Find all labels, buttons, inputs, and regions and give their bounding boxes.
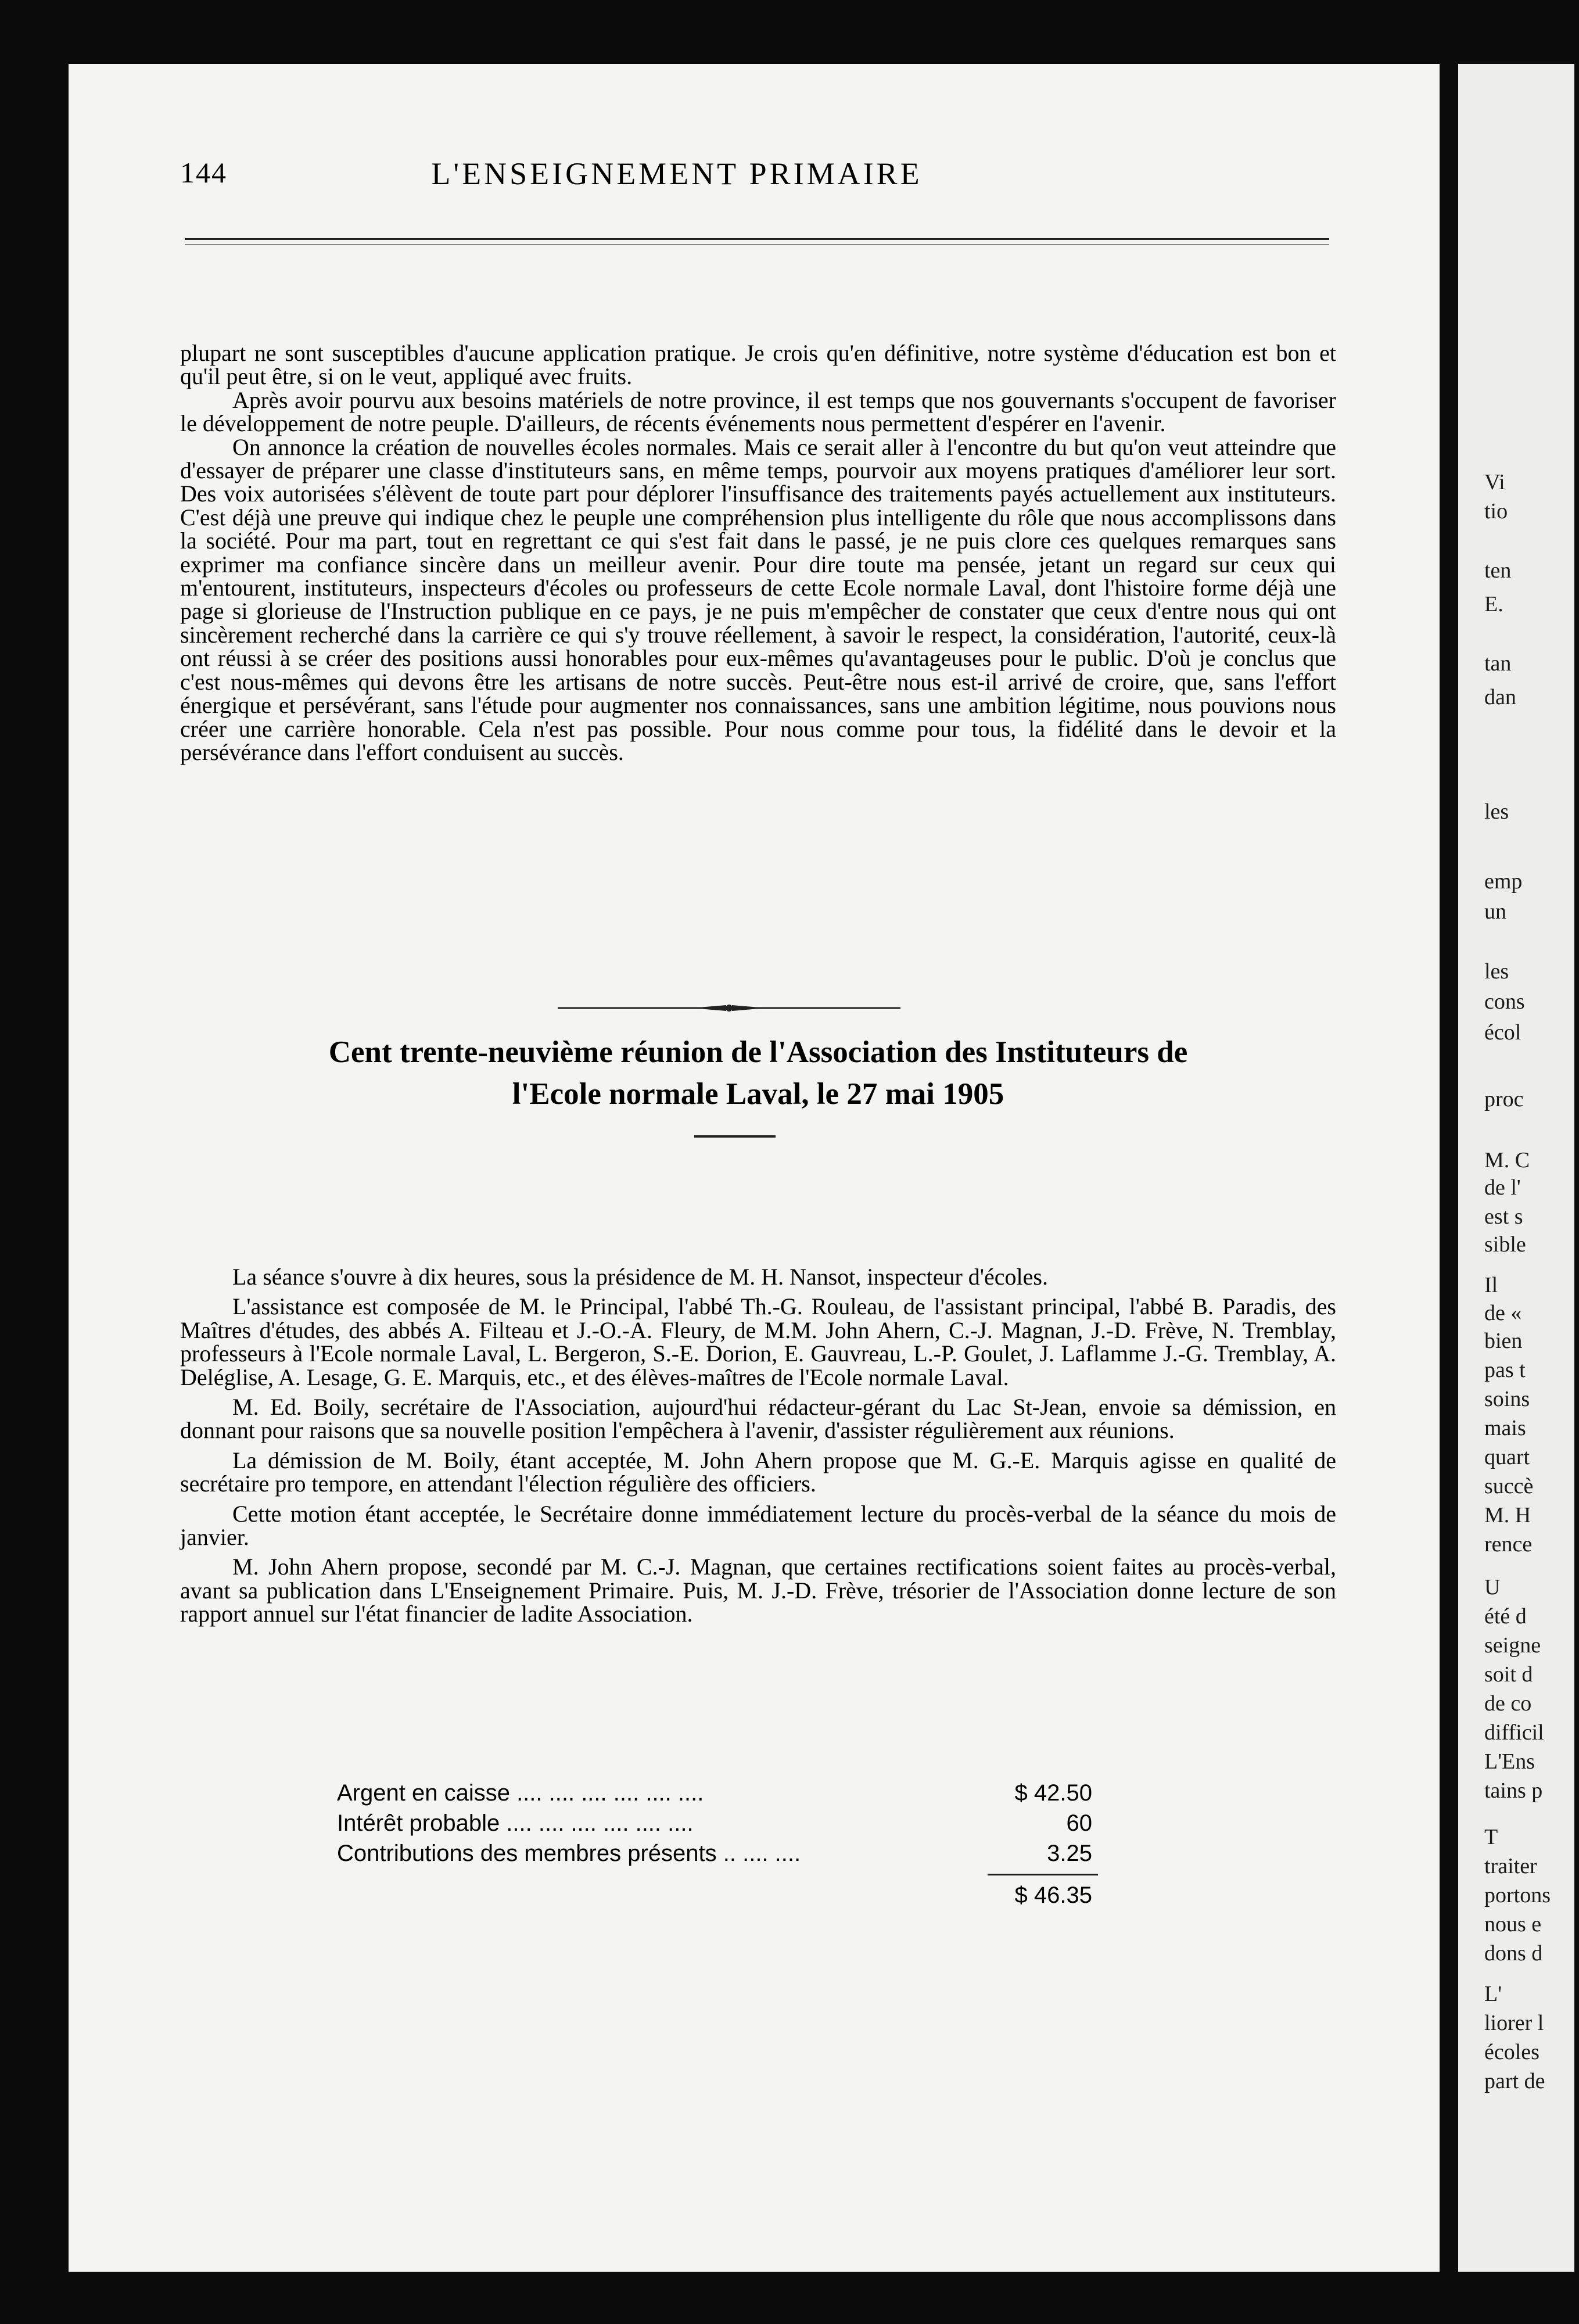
adjacent-page-fragment: Il [1484,1273,1498,1297]
adjacent-page-fragment: L' [1484,1982,1502,2006]
adjacent-page-fragment: écol [1484,1020,1521,1045]
adjacent-page-fragment: L'Ens [1484,1749,1535,1774]
accounts-row [337,1778,1092,1808]
accounts-row [337,1838,1092,1868]
ornament-rule [558,999,900,1017]
header-rule [185,238,1329,240]
adjacent-page-fragment: tains p [1484,1778,1543,1803]
adjacent-page-edge [1458,64,1574,2272]
adjacent-page-fragment: les [1484,799,1509,824]
paragraph: La démission de M. Boily, étant acceptée, M. John Ahern propose que M. G.-E. Marquis agisse en qualité de secrétaire pro tempore, en attendant l'élection régulière des officiers. [180,1447,1336,1497]
paragraph: M. Ed. Boily, secrétaire de l'Association, aujourd'hui rédacteur-gérant du Lac St-Jean, envoie sa démission, en donnant pour raisons que sa nouvelle position l'empêchera à l'avenir, d'assister régulièrement aux réunions. [180,1394,1336,1444]
section-heading-line: Cent trente-neuvième réunion de l'Association des Instituteurs de [328,1035,1188,1069]
short-rule [694,1135,776,1138]
adjacent-page-fragment: part de [1484,2069,1545,2093]
adjacent-page-fragment: Vi [1484,470,1505,494]
adjacent-page-fragment: de « [1484,1301,1522,1325]
accounts-label: Contributions des membres présents .. .... .... [337,1841,801,1866]
header-rule-thin [185,244,1329,245]
accounts-total: $ 46.35 [1014,1882,1092,1908]
running-head [180,156,1174,196]
adjacent-page-fragment: rence [1484,1532,1533,1556]
page-number: 144 [180,156,227,189]
section-heading [180,1031,1336,1115]
adjacent-page-fragment: tio [1484,499,1508,523]
adjacent-page-fragment: seigne [1484,1633,1541,1658]
adjacent-page-fragment: M. C [1484,1148,1530,1172]
section-heading-line: l'Ecole normale Laval, le 27 mai 1905 [512,1077,1004,1111]
adjacent-page-fragment: mais [1484,1416,1526,1440]
adjacent-page-fragment: portons [1484,1883,1551,1907]
adjacent-page-fragment: M. H [1484,1503,1531,1527]
adjacent-page-fragment: emp [1484,869,1523,894]
accounts-amount: 60 [1066,1810,1092,1836]
paragraph: Cette motion étant acceptée, le Secrétaire donne immédiatement lecture du procès-verbal de la séance du mois de janvier. [180,1500,1336,1551]
paragraph: M. John Ahern propose, secondé par M. C.-J. Magnan, que certaines rectifications soient faites au procès-verbal, avant sa publication dans L'Enseignement Primaire. Puis, M. J.-D. Frève, trésorier de l'Association donne lecture de son rapport annuel sur l'état financier de ladite Association. [180,1554,1336,1627]
adjacent-page-fragment: proc [1484,1087,1524,1111]
adjacent-page-fragment: traiter [1484,1854,1537,1878]
adjacent-page-fragment: dan [1484,685,1516,709]
adjacent-page-fragment: un [1484,899,1506,924]
body-text [180,342,1336,764]
accounts-amount: $ 42.50 [1014,1780,1092,1806]
accounts-table [337,1778,1092,1868]
adjacent-page-fragment: difficil [1484,1720,1544,1745]
total-rule [988,1874,1098,1875]
accounts-label: Intérêt probable .... .... .... .... .... .... [337,1810,694,1836]
adjacent-page-fragment: ten [1484,558,1512,583]
paragraph: L'assistance est composée de M. le Principal, l'abbé Th.-G. Rouleau, de l'assistant principal, l'abbé B. Paradis, des Maîtres d'études, des abbés A. Filteau et J.-O.-A. Fleury, de M.M. John Ahern, C.-J. Magnan, J.-D. Frève, N. Tremblay, professeurs à l'Ecole normale Laval, L. Bergeron, S.-E. Dorion, E. Gauvreau, L.-P. Goulet, J. Laflamme J.-G. Tremblay, A. Deléglise, A. Lesage, G. E. Marquis, etc., et des élèves-maîtres de l'Ecole normale Laval. [180,1293,1336,1390]
paragraph: On annonce la création de nouvelles écoles normales. Mais ce serait aller à l'encontre du but qu'on veut atteindre que d'essayer de préparer une classe d'instituteurs sans, en même temps, pourvoir aux moyens pratiques d'améliorer leur sort. Des voix autorisées s'élèvent de toute part pour déplorer l'insuffisance des traitements payés actuellement aux instituteurs. C'est déjà une preuve qui indique chez le peuple une compréhension plus intelligente du rôle que nous accomplissons dans la société. Pour ma part, tout en regrettant ce qui s'est fait dans le passé, je ne puis clore ces quelques remarques sans exprimer ma confiance sincère dans un meilleur avenir. Pour dire toute ma pensée, jetant un regard sur ceux qui m'entourent, instituteurs, inspecteurs d'écoles ou professeurs de cette Ecole normale Laval, dont l'histoire forme déjà une page si glorieuse de l'Instruction publique en ce pays, je ne puis m'empêcher de constater que ceux d'entre nous qui ont sincèrement recherché dans la carrière ce qui s'y trouve réellement, à savoir le respect, la considération, l'autorité, ceux-là ont réussi à se créer des positions aussi honorables pour eux-mêmes qu'avantageuses pour le public. D'où je conclus que c'est nous-mêmes qui devons être les artisans de notre succès. Peut-être nous est-il arrivé de croire, que, sans l'effort énergique et persévérant, sans l'étude pour augmenter nos connaissances, sans une ambition légitime, nous pouvions nous créer une carrière honorable. Cela n'est pas possible. Pour nous comme pour tous, la fidélité dans le devoir et la persévérance dans l'effort conduisent au succès. [180,433,1336,765]
paragraph: plupart ne sont susceptibles d'aucune application pratique. Je crois qu'en définitive, notre système d'éducation est bon et qu'il peut être, si on le veut, appliqué avec fruits. [180,340,1336,390]
accounts-label: Argent en caisse .... .... .... .... .... .... [337,1780,704,1806]
adjacent-page-fragment: pas t [1484,1358,1526,1382]
accounts-amount: 3.25 [1047,1841,1092,1866]
adjacent-page-fragment: quart [1484,1445,1530,1469]
accounts-row [337,1808,1092,1838]
adjacent-page-fragment: écoles [1484,2040,1539,2064]
paragraph: La séance s'ouvre à dix heures, sous la présidence de M. H. Nansot, inspecteur d'écoles. [232,1264,1048,1290]
adjacent-page-fragment: de co [1484,1691,1532,1716]
adjacent-page-fragment: sible [1484,1232,1526,1257]
adjacent-page-fragment: E. [1484,592,1503,616]
adjacent-page-fragment: de l' [1484,1175,1521,1200]
adjacent-page-fragment: succè [1484,1474,1534,1498]
adjacent-page-fragment: liorer l [1484,2011,1544,2035]
paragraph: Après avoir pourvu aux besoins matériels de notre province, il est temps que nos gouvernants s'occupent de favoriser le développement de notre peuple. D'ailleurs, de récents événements nous permettent d'espérer en l'avenir. [180,386,1336,437]
adjacent-page-fragment: soins [1484,1387,1530,1411]
adjacent-page-fragment: cons [1484,989,1525,1014]
adjacent-page-fragment: soit d [1484,1662,1533,1687]
adjacent-page-fragment: T [1484,1825,1498,1849]
adjacent-page-fragment: est s [1484,1204,1523,1229]
adjacent-page-fragment: été d [1484,1604,1527,1629]
journal-title: L'ENSEIGNEMENT PRIMAIRE [431,156,923,191]
minutes-text [180,1265,1336,1626]
adjacent-page-fragment: bien [1484,1329,1523,1353]
adjacent-page-fragment: tan [1484,651,1512,676]
adjacent-page-fragment: nous e [1484,1912,1542,1936]
adjacent-page-fragment: les [1484,959,1509,984]
adjacent-page-fragment: U [1484,1575,1501,1599]
adjacent-page-fragment: dons d [1484,1941,1543,1966]
